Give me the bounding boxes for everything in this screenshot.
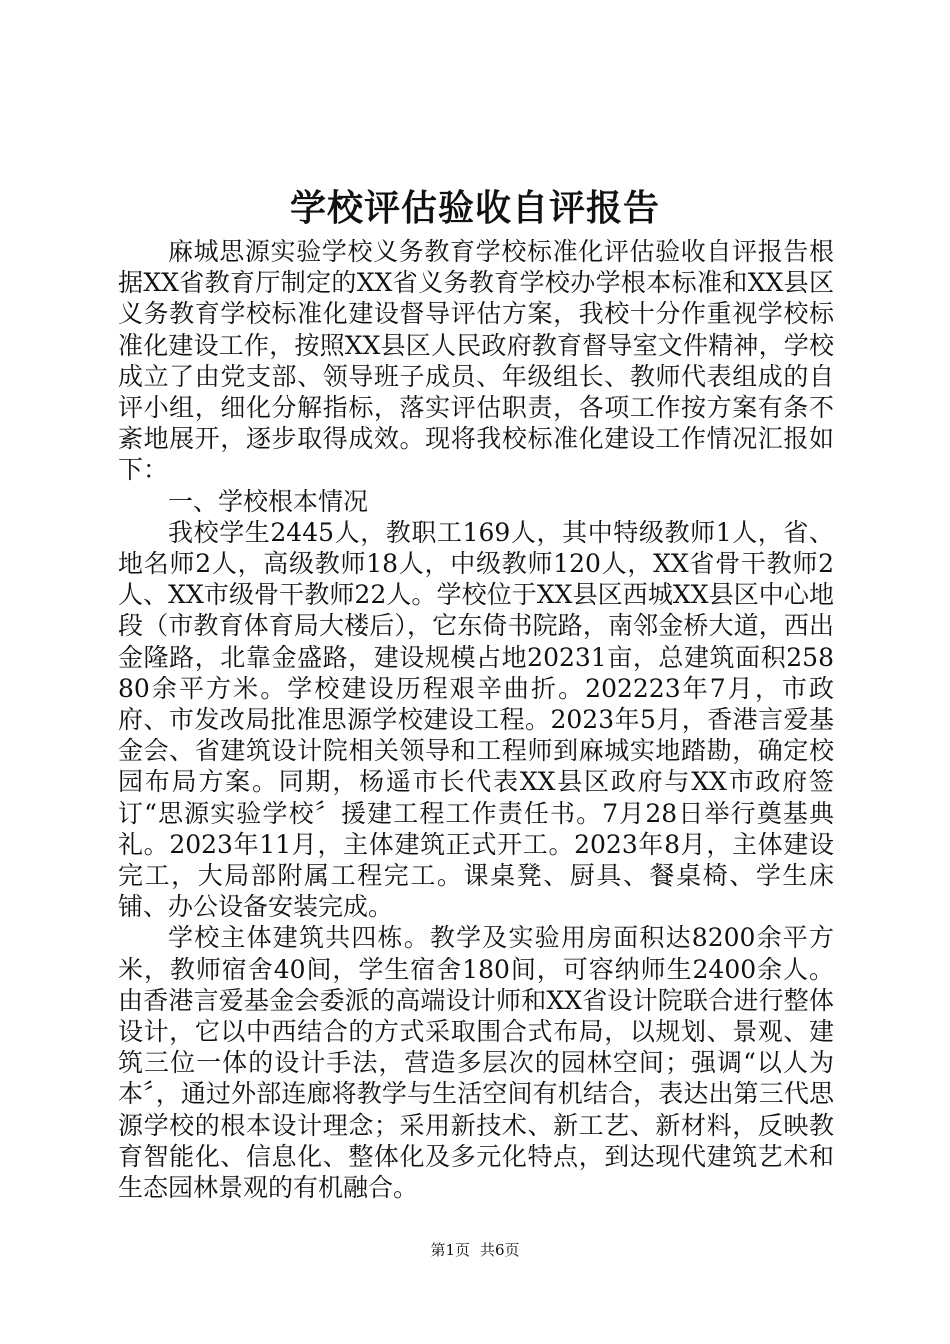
intro-paragraph: 麻城思源实验学校义务教育学校标准化评估验收自评报告根据XX省教育厅制定的XX省义务教育学校办学根本标准和XX县区义务教育学校标准化建设督导评估方案，我校十分作重视学校标准化建设工作，按照XX县区人民政府教育督导室文件精神，学校成立了由党支部、领导班子成员、年级组长、教师代表组成的自评小组，细化分解指标，落实评估职责，各项工作按方案有条不紊地展开，逐步取得成效。现将我校标准化建设工作情况汇报如下： (118, 237, 834, 485)
page-footer (0, 1240, 950, 1260)
page-number: 第1页 (430, 1241, 470, 1259)
section-heading: 一、学校根本情况 (168, 486, 369, 516)
document-body (118, 236, 834, 1203)
document-title: 学校评估验收自评报告 (289, 187, 660, 229)
basic-info-paragraph: 我校学生2445人，教职工169人，其中特级教师1人，省、地名师2人，高级教师18人，中级教师120人，XX省骨干教师2人、XX市级骨干教师22人。学校位于XX县区西城XX县区中心地段（市教育体育局大楼后），它东倚书院路，南邻金桥大道，西出金隆路，北靠金盛路，建设规模占地20231亩，总建筑面积25880余平方米。学校建设历程艰辛曲折。202223年7月，市政府、市发改局批准思源学校建设工程。2023年5月，香港言爱基金会、省建筑设计院相关领导和工程师到麻城实地踏勘，确定校园布局方案。同期，杨遥市长代表XX县区政府与XX市政府签订“思源实验学校〞援建工程工作责任书。7月28日举行奠基典礼。2023年11月，主体建筑正式开工。2023年8月，主体建设完工，大局部附属工程完工。课桌凳、厨具、餐桌椅、学生床铺、办公设备安装完成。 (118, 517, 834, 922)
page-total: 共6页 (480, 1241, 520, 1259)
building-paragraph: 学校主体建筑共四栋。教学及实验用房面积达8200余平方米，教师宿舍40间，学生宿舍180间，可容纳师生2400余人。由香港言爱基金会委派的高端设计师和XX省设计院联合进行整体设计，它以中西结合的方式采取围合式布局，以规划、景观、建筑三位一体的设计手法，营造多层次的园林空间；强调“以人为本〞，通过外部连廊将教学与生活空间有机结合，表达出第三代思源学校的根本设计理念；采用新技术、新工艺、新材料，反映教育智能化、信息化、整体化及多元化特点，到达现代建筑艺术和生态园林景观的有机融合。 (118, 923, 834, 1203)
